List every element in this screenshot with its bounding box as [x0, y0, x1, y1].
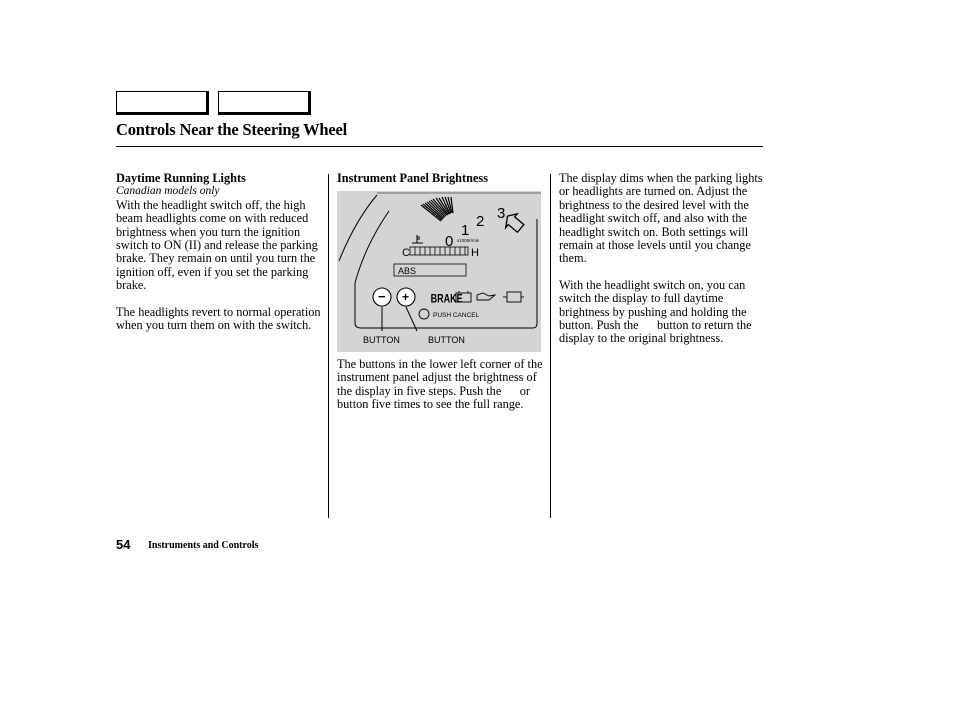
page-title: Controls Near the Steering Wheel: [116, 120, 347, 139]
section-tab-2: [218, 91, 311, 115]
callout-right-label: BUTTON: [428, 335, 465, 345]
abs-label: ABS: [398, 266, 417, 276]
paragraph: The buttons in the lower left corner of the instrument panel adjust the brightness of the display in five steps. Push the or button five times to see the full range.: [337, 357, 549, 412]
section-subheading: Canadian models only: [116, 185, 220, 198]
paragraph: The display dims when the parking lights or headlights are turned on. Adjust the brightness to the desired level with the headlight switch off, and also with the headlight switch on. Both settings will remain at those levels until you change them.: [559, 171, 763, 266]
column-daytime-running-lights: [116, 172, 324, 332]
column-divider: [550, 174, 551, 518]
tach-number: 3: [497, 205, 506, 222]
push-cancel-label: PUSH CANCEL: [433, 312, 480, 319]
plus-symbol: +: [402, 290, 410, 304]
page-number: 54: [116, 537, 131, 552]
section-tab-1: [116, 91, 209, 115]
title-rule: [116, 146, 763, 147]
column-divider: [328, 174, 329, 518]
temp-hot-label: H: [471, 247, 479, 259]
column-instrument-panel-body: [337, 358, 549, 412]
column-display-dimming: [559, 172, 769, 346]
instrument-panel-illustration: [337, 191, 541, 352]
paragraph: With the headlight switch off, the high beam headlights come on with reduced brightness when you turn the ignition switch to ON (II) and release the parking brake. They remain on until you turn the ignition off, even if you set the parking brake.: [116, 197, 318, 293]
tach-number: 0: [445, 233, 454, 250]
section-heading: Instrument Panel Brightness: [337, 171, 488, 185]
section-heading: Daytime Running Lights: [116, 171, 246, 185]
temp-cold-label: C: [402, 247, 410, 259]
tach-number: 2: [476, 213, 485, 230]
minus-symbol: −: [378, 289, 386, 304]
column-instrument-panel-brightness: [337, 172, 547, 185]
instrument-panel-svg: [337, 191, 541, 352]
callout-left-label: BUTTON: [363, 335, 400, 345]
tach-number: 1: [461, 222, 470, 239]
section-name: Instruments and Controls: [148, 540, 259, 551]
paragraph: The headlights revert to normal operation when you turn them on with the switch.: [116, 304, 321, 333]
brake-label: BRAKE: [430, 293, 463, 306]
paragraph: With the headlight switch on, you can switch the display to full daytime brightness by pushing and holding the button. Push the button to return the display to the original brightness.: [559, 277, 765, 346]
tach-scale-label: x1000r/min: [457, 238, 480, 243]
